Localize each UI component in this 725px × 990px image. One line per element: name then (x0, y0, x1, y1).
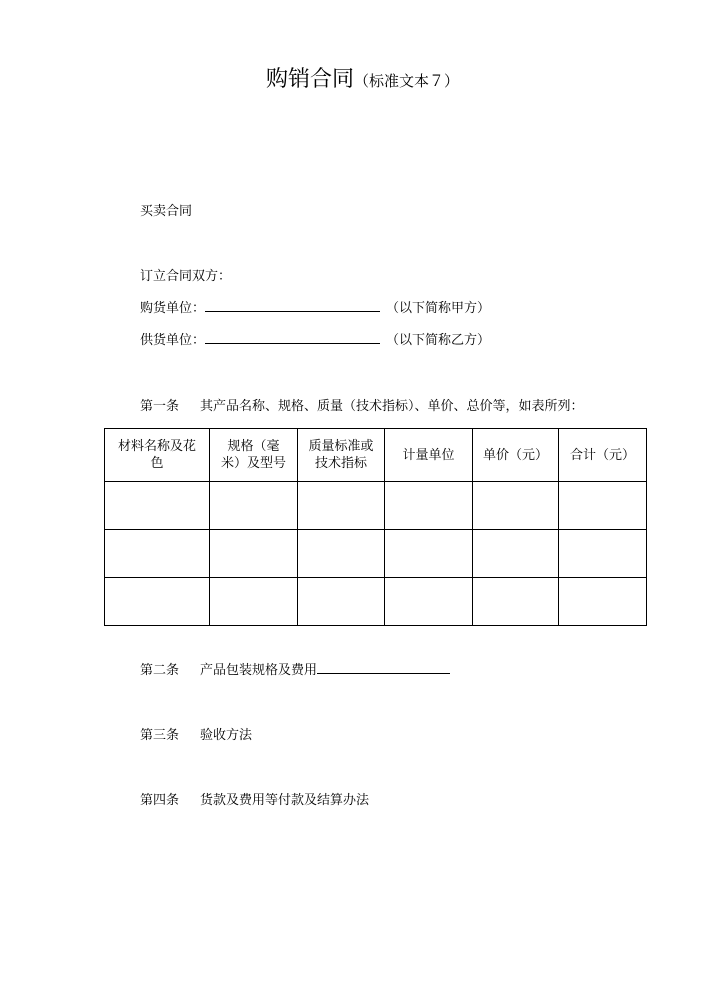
table-cell[interactable] (559, 578, 647, 626)
buyer-name-field[interactable] (205, 298, 380, 312)
buyer-label: 购货单位： (140, 301, 206, 316)
table-cell[interactable] (559, 482, 647, 530)
table-row (105, 578, 647, 626)
page-title (0, 62, 725, 93)
article-4-number: 第四条 (140, 793, 180, 808)
article-2-text: 产品包装规格及费用 (200, 663, 318, 678)
goods-table (104, 428, 647, 626)
article-2-number: 第二条 (140, 663, 180, 678)
seller-name-field[interactable] (205, 330, 380, 344)
buyer-suffix: （以下简称甲方） (386, 301, 491, 316)
table-cell[interactable] (298, 578, 385, 626)
seller-suffix: （以下简称乙方） (386, 333, 491, 348)
table-cell[interactable] (559, 530, 647, 578)
header-material-name: 材料名称及花 色 (105, 429, 210, 482)
table-cell[interactable] (210, 578, 298, 626)
header-price: 单价（元） (473, 429, 559, 482)
table-cell[interactable] (298, 482, 385, 530)
header-quality: 质量标准或 技术指标 (298, 429, 385, 482)
article-3 (140, 724, 252, 743)
table-cell[interactable] (385, 530, 473, 578)
packaging-cost-field[interactable] (317, 660, 450, 674)
article-2 (140, 659, 450, 678)
table-cell[interactable] (385, 482, 473, 530)
table-cell[interactable] (298, 530, 385, 578)
article-1-text: 其产品名称、规格、质量（技术指标）、单价、总价等，如表所列： (200, 399, 584, 414)
seller-label: 供货单位： (140, 333, 206, 348)
contract-title: 购销合同 (265, 67, 354, 92)
article-4-text: 货款及费用等付款及结算办法 (200, 793, 370, 808)
table-cell[interactable] (210, 530, 298, 578)
parties-heading: 订立合同双方： (140, 269, 232, 284)
table-cell[interactable] (473, 578, 559, 626)
contract-title-note: （标准文本７） (354, 72, 460, 90)
contract-subtitle: 买卖合同 (140, 204, 193, 219)
table-cell[interactable] (385, 578, 473, 626)
buyer-line (140, 297, 490, 316)
table-cell[interactable] (473, 530, 559, 578)
table-cell[interactable] (105, 530, 210, 578)
table-row (105, 482, 647, 530)
table-cell[interactable] (105, 482, 210, 530)
seller-line (140, 329, 490, 348)
table-cell[interactable] (473, 482, 559, 530)
table-row (105, 530, 647, 578)
article-3-number: 第三条 (140, 728, 180, 743)
header-unit: 计量单位 (385, 429, 473, 482)
article-1-number: 第一条 (140, 399, 180, 414)
table-cell[interactable] (105, 578, 210, 626)
table-cell[interactable] (210, 482, 298, 530)
article-4 (140, 789, 369, 808)
header-total: 合计（元） (559, 429, 647, 482)
header-spec: 规格（毫 米）及型号 (210, 429, 298, 482)
article-3-text: 验收方法 (200, 728, 253, 743)
table-header-row (105, 429, 647, 482)
article-1 (140, 395, 584, 414)
